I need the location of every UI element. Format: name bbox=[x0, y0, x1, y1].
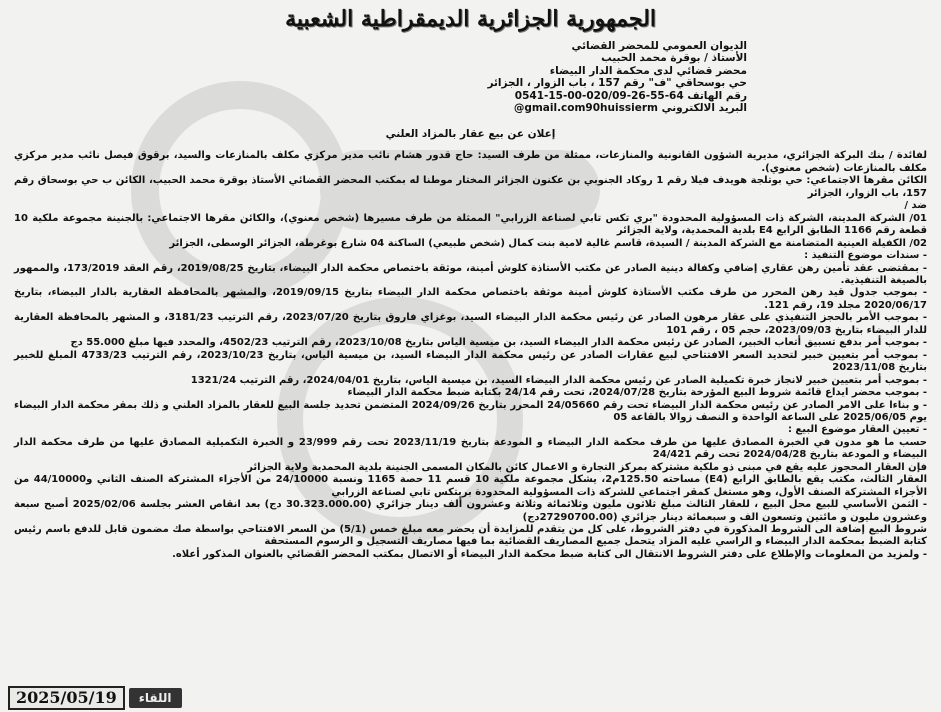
publication-footer bbox=[8, 686, 182, 710]
body-paragraph: - و بناءا على الامر الصادر عن رئيس محكمة الدار البيضاء تحت رقم 24/05660 المحرر بتاريخ 2024/09/26 المتضمن تحديد جلسة البيع للعقار بالمزاد العلني و ذلك بمقر محكمة الدار البيضاء يوم 2025/06/05 على الساعة الواحدة و النصف زوالا بالقاعة 05 bbox=[14, 399, 928, 423]
body-paragraph: - بموجب أمر بتعيين خبير لتحديد السعر الافتتاحي لبيع عقارات الصادر عن رئيس محكمة الدار البيضاء السيد، بن ميسية الياس، بتاريخ 2023/10/23، رقم الترتيب 4733/23 المبلغ للخبير بتاريخ 2023/11/08 bbox=[14, 349, 927, 374]
body-paragraph: - بموجب الأمر بالحجز التنفيذي على عقار مرهون الصادر عن رئيس محكمة الدار البيضاء السيد، بوغزاي فاروق بتاريخ 2023/07/20، رقم الترتيب 3181/23، و المشهر بالمحافظة العقارية للدار البيضاء بتاريخ 2023/09/03، حجم 05 ، رقم 101 bbox=[14, 312, 927, 336]
body-paragraph: - ولمزيد من المعلومات والإطلاع على دفتر الشروط الانتقال الى كتابة ضبط محكمة الدار البيضاء أو الاتصال بمكتب المحضر القضائي بالعنوان المذكور أعلاه. bbox=[172, 548, 927, 560]
body-paragraph: 02/ الكفيلة العينية المتضامنة مع الشركة المدينة / السيدة، قاسم غالية لامية بنت كمال (شخص طبيعي) الساكنة 04 شارع بوغرطة، الجزائر الوسطى، الجزائر bbox=[169, 237, 927, 249]
office-line: الأستاذ / بوقرة محمد الحبيب bbox=[601, 52, 747, 65]
body-paragraph: العقار الثالث، مكتب يقع بالطابق الرابع (E4) مساحته 125.50م2، يشكل مجموعة ملكية 10 قسم 11 حصة 1165 ونسبة 24/10000 من الأجزاء المشتركة الصنف الثاني و44/10000 من الأجزاء المشتركة الصنف الأول، وهو مستغل كمقر اجتماعي للشركة ذات المسؤولية المحدودة بريتكس تابي لصناعة الزرابي bbox=[14, 474, 928, 498]
body-paragraph: لفائدة / بنك البركة الجزائري، مديرية الشؤون القانونية والمنازعات، ممثلة من طرف السيد: حاج قدور هشام نائب مدير مركزي مكلف بالمنازعات والسيد، برقوق فيصل نائب مدير مركزي مكلف بالمنازعات (شخص معنوي). bbox=[14, 150, 927, 174]
body-paragraph: - بموجب جدول قيد رهن المحرر من طرف مكتب الأستاذة كلوش أمينة موثقة باختصاص محكمة الدار البيضاء بتاريخ 2019/09/15، والمشهر بالمحافظة العقارية بالدار البيضاء، بتاريخ 2020/06/17 مجلد 19، رقم 121. bbox=[14, 287, 927, 311]
publication-date: 2025/05/19 bbox=[8, 686, 125, 710]
bailiff-office-block bbox=[14, 40, 747, 114]
office-line: الديوان العمومي للمحضر القضائي bbox=[571, 40, 747, 52]
office-line: محضر قضائي لدى محكمة الدار البيضاء bbox=[549, 64, 747, 77]
office-line: البريد الالكتروني gmail.com90huissierm@ bbox=[513, 102, 747, 115]
body-paragraph: - بموجب أمر بدفع تسبيق أتعاب الخبير، الصادر عن رئيس محكمة الدار البيضاء السيد، بن ميسية الياس بتاريخ 2023/10/08، رقم الترتيب 4502/23، والمحدد فيها مبلغ 55.000 دج bbox=[70, 337, 927, 349]
notice-title: إعلان عن بيع عقار بالمزاد العلني bbox=[385, 128, 556, 141]
body-paragraph: - سندات موضوع التنفيذ : bbox=[804, 250, 927, 262]
notice-body bbox=[14, 150, 927, 561]
body-paragraph: - بموجب محضر ايداع قائمة شروط البيع المؤرخة بتاريخ 2024/07/28، تحت رقم 24/14 بكتابة ضبط محكمة الدار البيضاء bbox=[347, 387, 927, 399]
body-paragraph: - بمقتضى عقد تأمين رهن عقاري إضافي وكفالة دينية الصادر عن مكتب الأستاذة كلوش أمينة، موثقة باختصاص محكمة الدار البيضاء، بتاريخ 2019/08/25، رقم العقد 173/2019، والممهور بالصيغة التنفيذية. bbox=[14, 262, 927, 286]
body-paragraph: فإن العقار المحجوز عليه يقع في مبنى ذو ملكية مشتركة بمركز التجارة و الاعمال كائن بالمكان المسمى الجنينة بلدية المحمدية ولاية الجزائر bbox=[247, 461, 927, 473]
body-paragraph: - تعيين العقار موضوع البيع : bbox=[787, 424, 927, 436]
body-paragraph: - الثمن الأساسي للبيع محل البيع ، للعقار الثالث مبلغ ثلاثون مليون وثلاثمائة وثلاثة وعشرون ألف دينار جزائري (30.323.000.00 دج) بعد انقاص العشر بجلسة 2025/02/06 أصبح سبعة وعشرون مليون و مائتين وتسعون الف و سبعمائة دينار جزائري (27290700.00دج) bbox=[14, 499, 927, 523]
office-line: رقم الهاتف 64-55-26-020/09-00-15-0541 bbox=[514, 89, 747, 102]
body-paragraph: حسب ما هو مدون في الخبرة المصادق عليها من طرف محكمة الدار البيضاء و المودعة بتاريخ 2023/11/19 تحت رقم 23/999 و الخبرة التكميلية المصادق عليها من طرف محكمة الدار البيضاء و المودعة بتاريخ 2024/04/28 تحت رقم 24/421 bbox=[14, 436, 928, 461]
body-paragraph: الكائن مقرها الاجتماعي: حي بوتلجة هويدف فيلا رقم 1 روكاد الجنوبي بن عكنون الجزائر المختار موطنا له بمكتب المحضر القضائي الأستاذ بوقرة محمد الحبيب، الكائن ب حي بوسحاق رقم 157، باب الزوار، الجزائر bbox=[14, 175, 928, 199]
republic-title: الجمهورية الجزائرية الديمقراطية الشعبية bbox=[285, 6, 656, 32]
body-paragraph: ضد / bbox=[904, 200, 927, 212]
body-paragraph: - بموجب أمر بتعيين خبير لانجاز خبرة تكميلية الصادر عن رئيس محكمة الدار البيضاء السيد، بن ميسية الياس، بتاريخ 2024/04/01، رقم الترتيب 1321/24 bbox=[190, 374, 927, 386]
body-paragraph: شروط البيع إضافة الى الشروط المذكورة في دفتر الشروط، على كل من يتقدم للمزايدة أن يحضر معه مبلغ خمس (5/1) من السعر الافتتاحي بواسطة صك مضمون قابل للدفع باسم رئيس كتابة الضبط بمحكمة الدار البيضاء و الراسي عليه المزاد يتحمل جميع المصاريف القضائية بما فيها مصاريف التسجيل و الرسوم المستحقة bbox=[14, 524, 927, 548]
body-paragraph: 01/ الشركة المدينة، الشركة ذات المسؤولية المحدودة "بري تكس تابي لصناعة الزرابي" الممثلة من طرف مسيرها (شخص معنوي)، والكائن مقرها الاجتماعي: بالجنينة مجموعة ملكية 10 قطعة رقم 1166 الطابق الرابع E4 بلدية المحمدية، ولاية الجزائر bbox=[14, 212, 927, 237]
newspaper-tag: اللقاء bbox=[129, 688, 182, 708]
office-line: حي بوسحاقي "ف" رقم 157 ، باب الزوار ، الجزائر bbox=[487, 77, 747, 90]
